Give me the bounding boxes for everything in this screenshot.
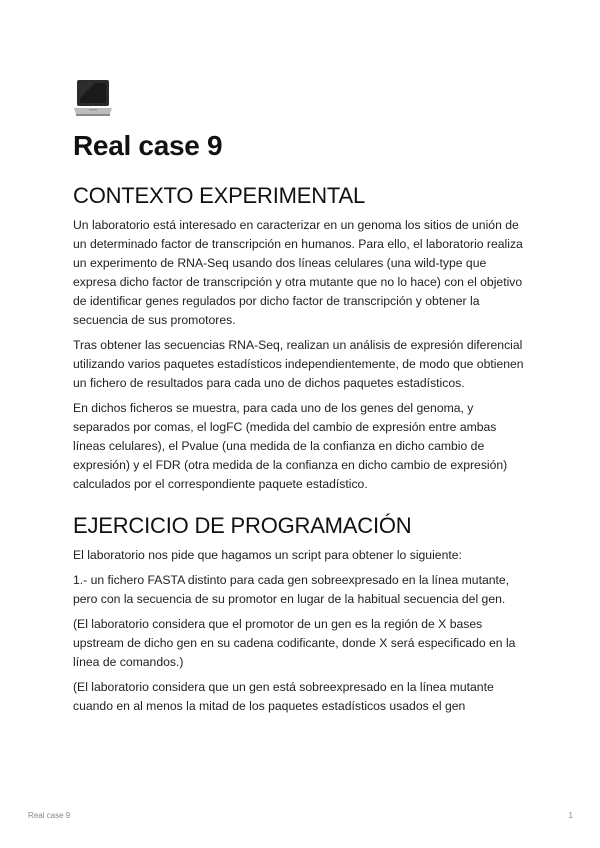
document-page xyxy=(73,78,529,716)
paragraph: En dichos ficheros se muestra, para cada uno de los genes del genoma, y separados por comas, el logFC (medida del cambio de expresión entre ambas líneas celulares), el Pvalue (una medida de la confianza en dicho cambio de expresión) y el FDR (otra medida de la confianza en dicho cambio de expresión) calculados por el correspondiente paquete estadístico. xyxy=(73,401,508,491)
footer-title: Real case 9 xyxy=(28,811,71,820)
paragraph: (El laboratorio considera que el promotor de un gen es la región de X bases upstream de dicho gen en su cadena codificante, donde X será especificado en la línea de comandos.) xyxy=(73,617,516,669)
paragraph: El laboratorio nos pide que hagamos un script para obtener lo siguiente: xyxy=(73,548,462,562)
page-title: Real case 9 xyxy=(73,130,223,161)
section-context xyxy=(73,182,529,494)
paragraph: Un laboratorio está interesado en caracterizar en un genoma los sitios de unión de un determinado factor de transcripción en humanos. Para ello, el laboratorio realiza un experimento de RNA-Seq usando dos líneas celulares (una wild-type que expresa dicho factor de transcripción y otra mutante que no lo hace) con el objetivo de identificar genes regulados por dicho factor de transcripción y obtener la secuencia de sus promotores. xyxy=(73,218,523,327)
paragraph: Tras obtener las secuencias RNA-Seq, realizan un análisis de expresión diferencial utilizando varios paquetes estadísticos independientemente, de modo que obtienen un fichero de resultados para cada uno de dichos paquetes estadísticos. xyxy=(73,338,524,390)
section-heading: CONTEXTO EXPERIMENTAL xyxy=(73,183,366,208)
paragraph: 1.- un fichero FASTA distinto para cada gen sobreexpresado en la línea mutante, pero con la secuencia de su promotor en lugar de la habitual secuencia del gen. xyxy=(73,573,510,606)
laptop-icon xyxy=(73,78,113,120)
section-exercise xyxy=(73,512,529,716)
section-heading: EJERCICIO DE PROGRAMACIÓN xyxy=(73,513,412,538)
page-number: 1 xyxy=(568,811,573,820)
paragraph: (El laboratorio considera que un gen está sobreexpresado en la línea mutante cuando en al menos la mitad de los paquetes estadísticos usados el gen xyxy=(73,680,494,713)
